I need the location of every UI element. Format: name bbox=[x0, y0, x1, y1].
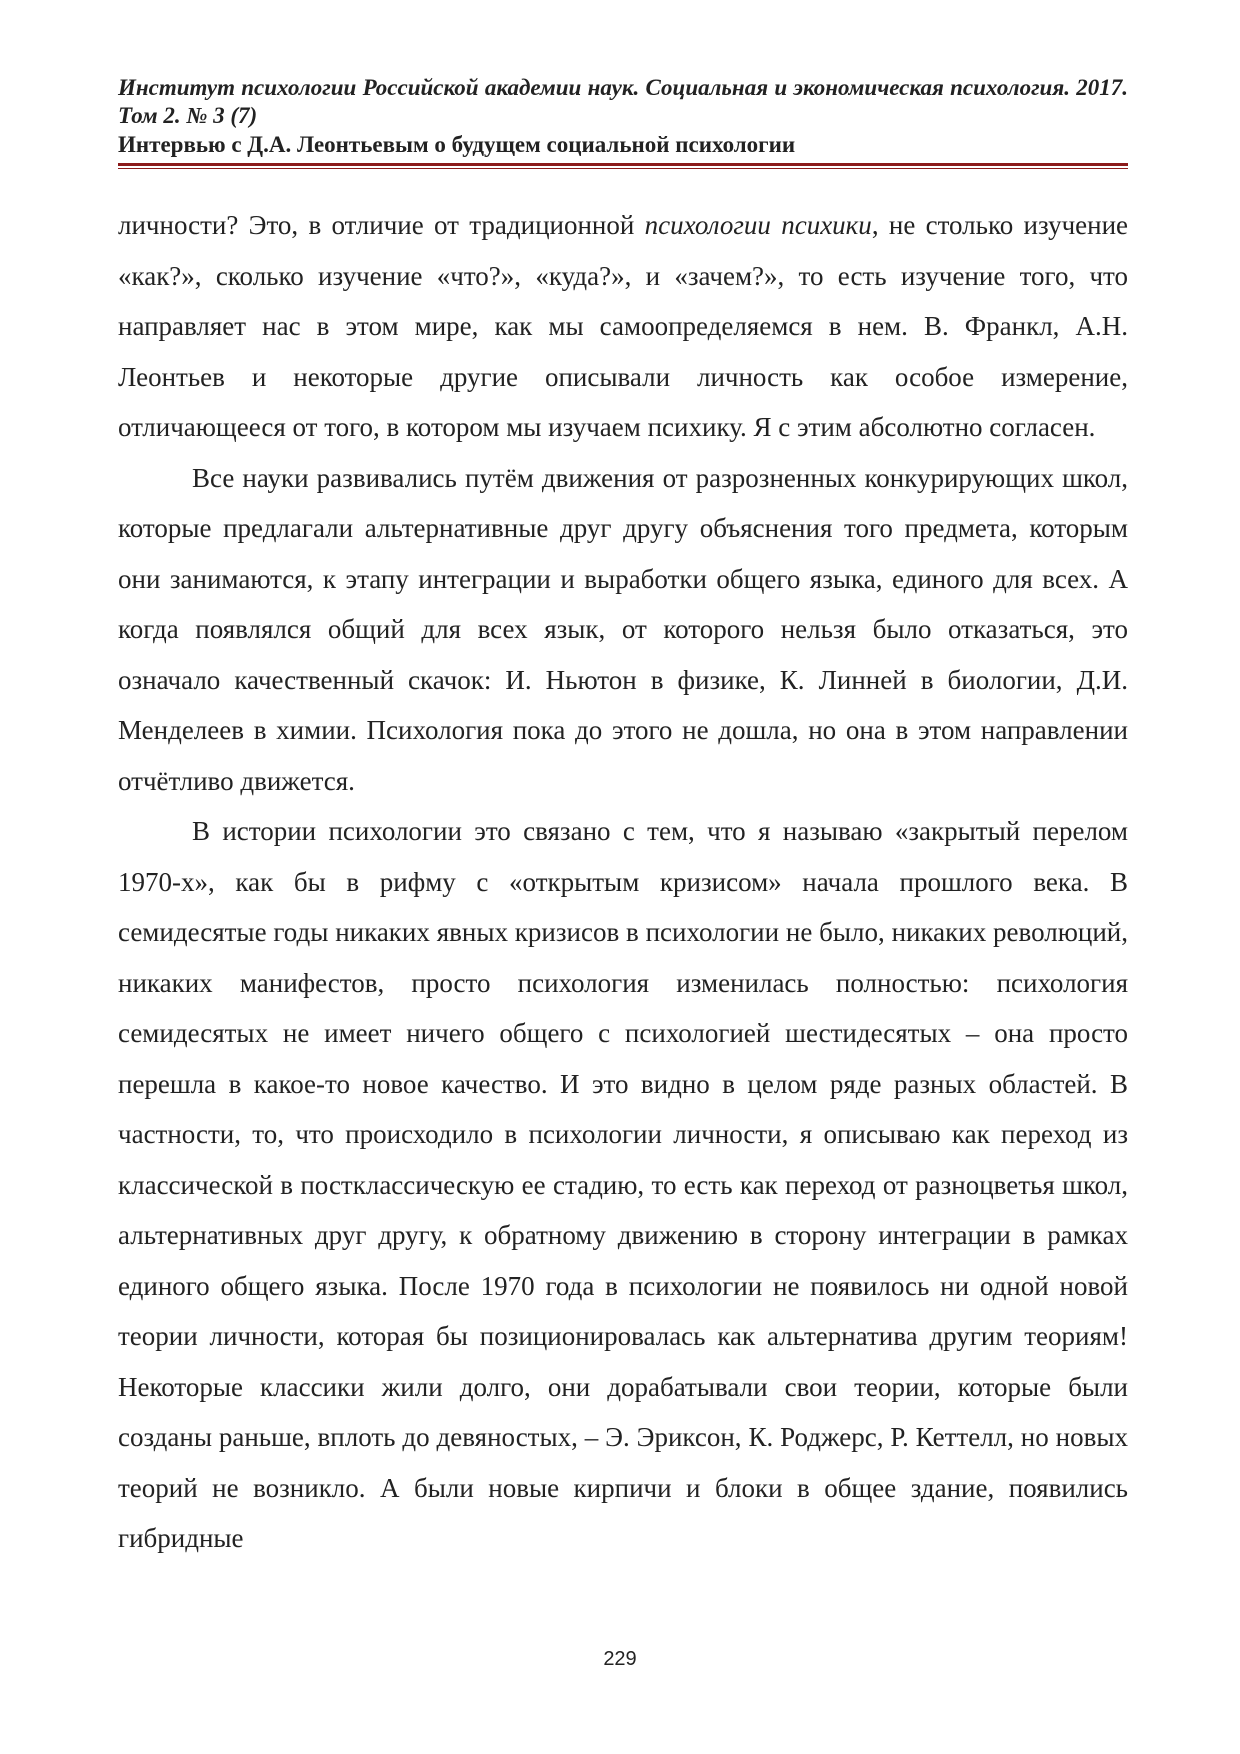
paragraph-1-emphasis: психологии психики bbox=[644, 210, 872, 240]
paragraph-1-text-start: личности? Это, в отличие от традиционной bbox=[118, 210, 645, 240]
paragraph-1 bbox=[118, 200, 1128, 453]
journal-citation: Институт психологии Российской академии наук. Социальная и экономическая психология. 2017. Том 2. № 3 (7) bbox=[118, 75, 1128, 128]
page-number: 229 bbox=[603, 1648, 637, 1670]
header-rule bbox=[118, 163, 1128, 169]
paragraph-1-text-end: , не столько изучение «как?», сколько изучение «что?», «куда?», и «зачем?», то есть изучение того, что направляет нас в этом мире, как мы самоопределяемся в нем. В. Франкл, А.Н. Леонтьев и некоторые другие описывали личность как особое измерение, отличающееся от того, в котором мы изучаем психику. Я с этим абсолютно согласен. bbox=[118, 210, 1129, 442]
article-title: Интервью с Д.А. Леонтьевым о будущем социальной психологии bbox=[118, 132, 796, 157]
article-body bbox=[118, 200, 1128, 1564]
running-header bbox=[118, 74, 1128, 160]
paragraph-3: В истории психологии это связано с тем, что я называю «закрытый перелом 1970-х», как бы в рифму с «открытым кризисом» начала прошлого века. В семидесятые годы никаких явных кризисов в психологии не было, никаких революций, никаких манифестов, просто психология изменилась полностью: психология семидесятых не имеет ничего общего с психологией шестидесятых – она просто перешла в какое-то новое качество. И это видно в целом ряде разных областей. В частности, то, что происходило в психологии личности, я описываю как переход из классической в постклассическую ее стадию, то есть как переход от разноцветья школ, альтернативных друг другу, к обратному движению в сторону интеграции в рамках единого общего языка. После 1970 года в психологии не появилось ни одной новой теории личности, которая бы позиционировалась как альтернатива другим теориям! Некоторые классики жили долго, они дорабатывали свои теории, которые были созданы раньше, вплоть до девяностых, – Э. Эриксон, К. Роджерс, Р. Кеттелл, но новых теорий не возникло. А были новые кирпичи и блоки в общее здание, появились гибридные bbox=[118, 816, 1128, 1553]
paragraph-2: Все науки развивались путём движения от разрозненных конкурирующих школ, которые предлагали альтернативные друг другу объяснения того предмета, которым они занимаются, к этапу интеграции и выработки общего языка, единого для всех. А когда появлялся общий для всех язык, от которого нельзя было отказаться, это означало качественный скачок: И. Ньютон в физике, К. Линней в биологии, Д.И. Менделеев в химии. Психология пока до этого не дошла, но она в этом направлении отчётливо движется. bbox=[118, 462, 1128, 796]
